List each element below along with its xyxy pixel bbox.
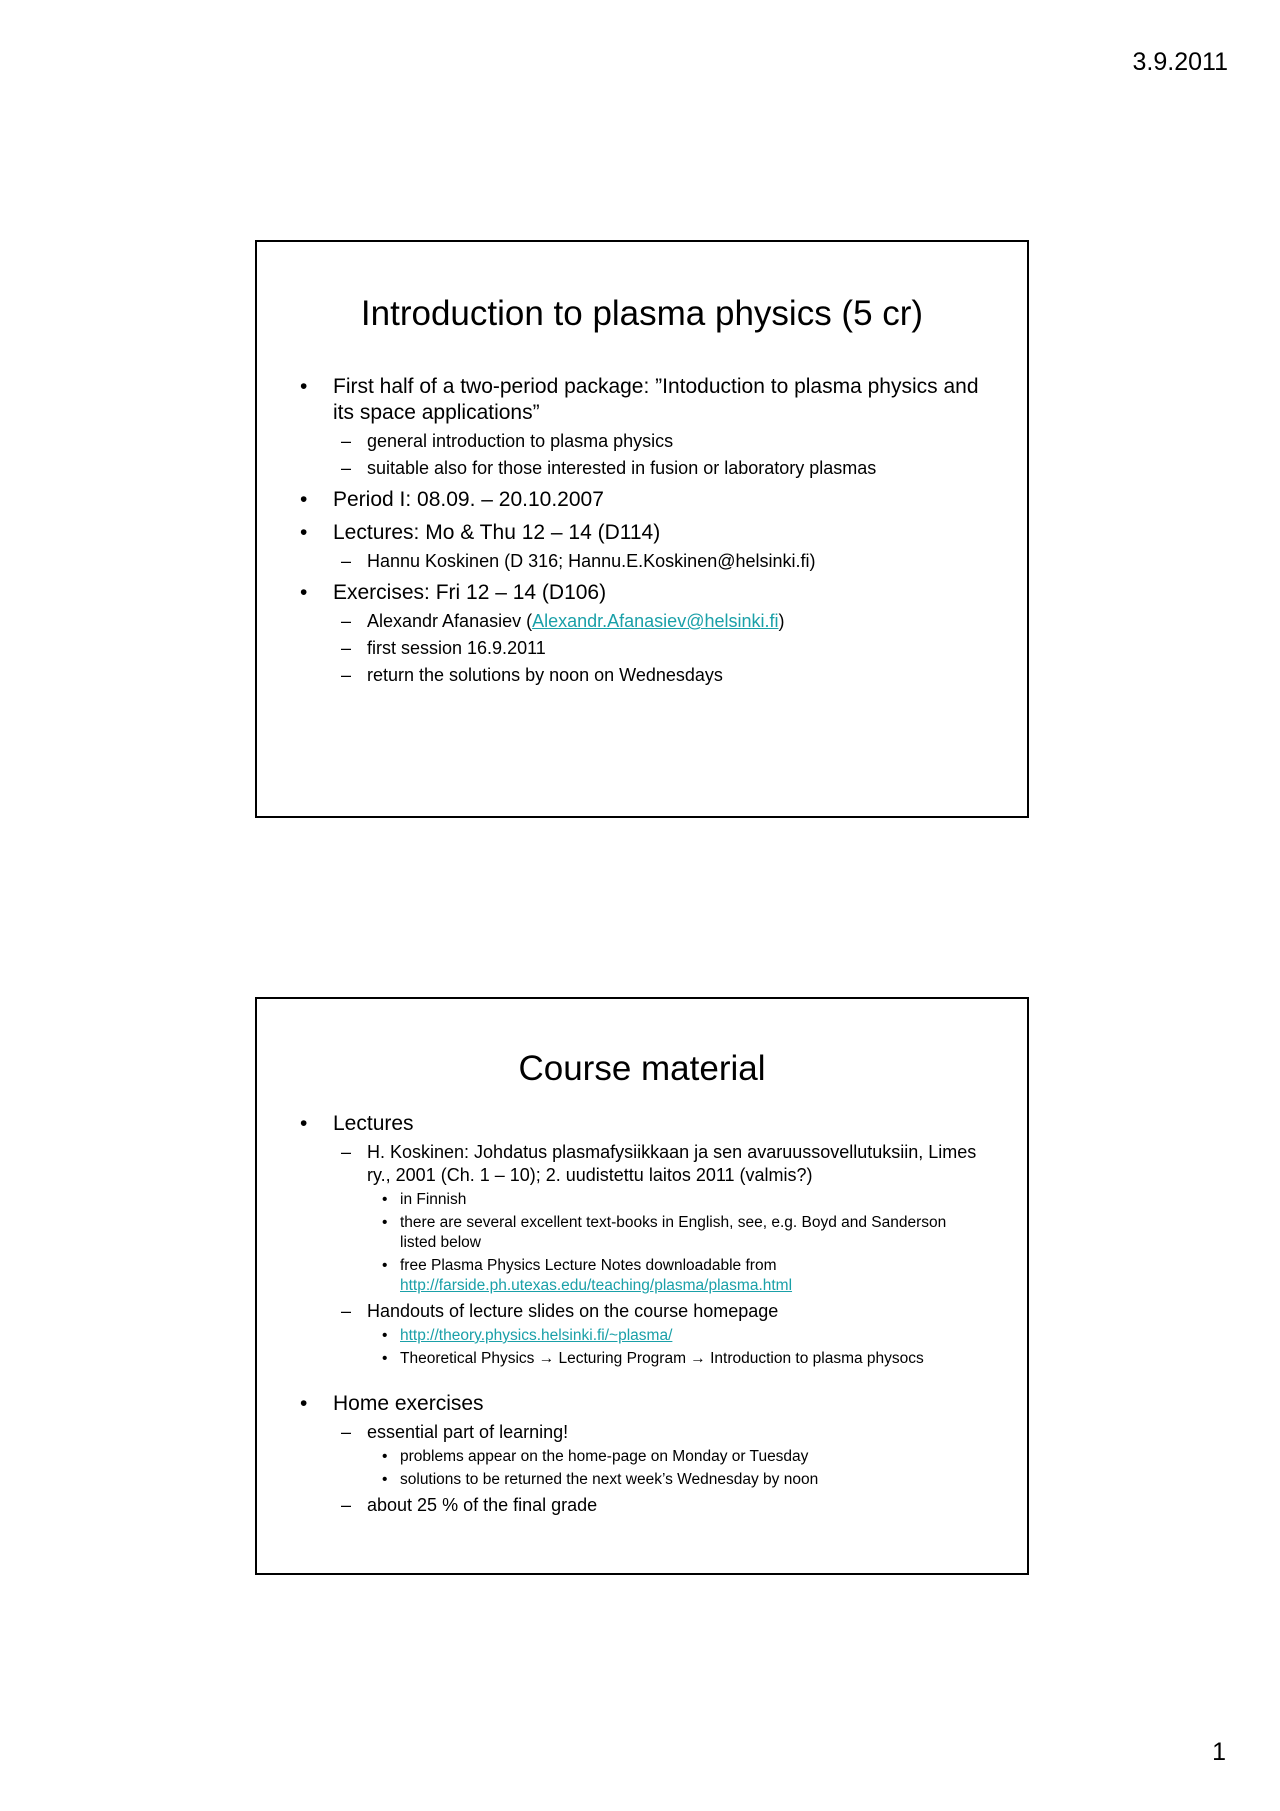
sub-bullet-suitable: – suitable also for those interested in fusion or laboratory plasmas: [257, 457, 1027, 480]
slide-bullet-list: [257, 374, 1027, 687]
slide-title: Introduction to plasma physics (5 cr): [360, 294, 924, 333]
sub-bullet-return-solutions: – return the solutions by noon on Wednesdays: [257, 664, 1027, 687]
bullet-package: • First half of a two-period package: ”Intoduction to plasma physics and its space applications”: [257, 374, 1027, 426]
sub-bullet-first-session: – first session 16.9.2011: [257, 637, 1027, 660]
sub-bullet-assistant: [257, 610, 1027, 633]
item-homepage-link: [257, 1326, 1027, 1346]
item-navigation-path: • Theoretical Physics → Lecturing Program → Introduction to plasma physocs: [257, 1349, 1027, 1369]
sub-bullet-essential: – essential part of learning!: [257, 1421, 1027, 1444]
sub-bullet-grade-share: – about 25 % of the final grade: [257, 1494, 1027, 1517]
course-homepage-link[interactable]: http://theory.physics.helsinki.fi/~plasma/: [400, 1327, 673, 1344]
page-number: 1: [1212, 1738, 1226, 1766]
bullet-period: • Period I: 08.09. – 20.10.2007: [257, 487, 1027, 513]
item-solutions-returned: • solutions to be returned the next week’s Wednesday by noon: [257, 1470, 1027, 1490]
item-english-textbooks: • there are several excellent text-books in English, see, e.g. Boyd and Sanderson listed below: [257, 1213, 1027, 1253]
assistant-name: Alexandr Afanasiev (: [367, 611, 533, 631]
sub-bullet-general-intro: – general introduction to plasma physics: [257, 430, 1027, 453]
bullet-lectures: • Lectures: Mo & Thu 12 – 14 (D114): [257, 520, 1027, 546]
sub-bullet-textbook: – H. Koskinen: Johdatus plasmafysiikkaan ja sen avaruussovellutuksiin, Limes ry., 2001 (Ch. 1 – 10); 2. uudistettu laitos 2011 (valmis?): [257, 1141, 1027, 1187]
sub-bullet-handouts: – Handouts of lecture slides on the course homepage: [257, 1300, 1027, 1323]
lecture-notes-link[interactable]: http://farside.ph.utexas.edu/teaching/plasma/plasma.html: [400, 1277, 793, 1294]
item-in-finnish: • in Finnish: [257, 1190, 1027, 1210]
bullet-lectures: • Lectures: [257, 1111, 1027, 1137]
slide-title: Course material: [518, 1049, 766, 1088]
bullet-exercises: • Exercises: Fri 12 – 14 (D106): [257, 580, 1027, 606]
sub-bullet-lecturer: – Hannu Koskinen (D 316; Hannu.E.Koskinen@helsinki.fi): [257, 550, 1027, 573]
item-problems-appear: • problems appear on the home-page on Monday or Tuesday: [257, 1447, 1027, 1467]
bullet-home-exercises: • Home exercises: [257, 1391, 1027, 1417]
assistant-email-link[interactable]: Alexandr.Afanasiev@helsinki.fi: [532, 611, 779, 631]
lecture-notes-text: free Plasma Physics Lecture Notes downloadable from: [400, 1257, 777, 1274]
assistant-close-paren: ): [778, 611, 785, 631]
item-lecture-notes: [257, 1256, 1027, 1296]
page-date: 3.9.2011: [1132, 48, 1228, 76]
slide-bullet-list: [257, 1111, 1027, 1517]
slide-introduction: [255, 240, 1029, 818]
slide-course-material: [255, 997, 1029, 1575]
